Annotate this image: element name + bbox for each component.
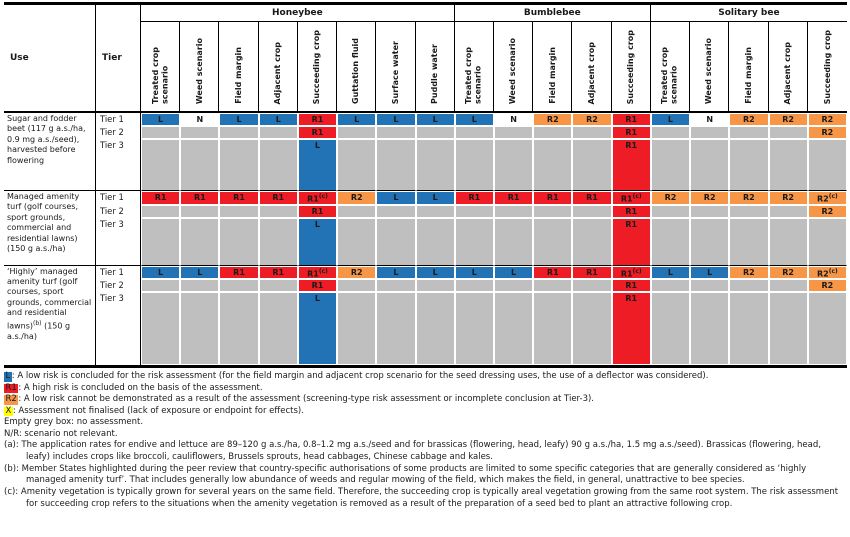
risk-cell: R2 — [769, 113, 808, 126]
risk-cell — [180, 218, 219, 266]
footnote-label: (b): — [4, 463, 19, 474]
risk-cell — [376, 218, 415, 266]
risk-cell: R1$^{(c)}$ — [612, 266, 651, 280]
risk-cell: L — [651, 113, 690, 126]
risk-cell — [416, 205, 455, 218]
risk-cell — [808, 218, 847, 266]
risk-cell — [180, 126, 219, 139]
tier-cell: Tier 2 — [96, 279, 141, 292]
footnote-text: The application rates for endive and lettuce are 89–120 g a.s./ha, 0.8–1.2 mg a.s./seed and for brassicas (flowering, head, leafy) 90 g a.s./ha, 1.5 mg a.s./seed). Brassicas (flowering, head, leafy) includes crops like broccoli, cauliflowers, Brussels sprouts, head cabbages, Chinese cabbage and kales. — [21, 440, 821, 463]
risk-cell: L — [651, 266, 690, 280]
risk-cell — [259, 139, 298, 191]
risk-cell — [494, 218, 533, 266]
scenario-column-header: Treated crop scenario — [141, 22, 180, 113]
legend-item: R2 : A low risk cannot be demonstrated as a result of the assessment (screening-type risk assessment or incomplete conclusion at Tier-3). — [5, 394, 594, 405]
risk-cell — [455, 292, 494, 365]
risk-cell — [769, 205, 808, 218]
risk-cell: L — [494, 266, 533, 280]
risk-cell: R2 — [572, 113, 611, 126]
tier-cell: Tier 2 — [96, 205, 141, 218]
risk-cell — [651, 205, 690, 218]
risk-cell — [769, 126, 808, 139]
scenario-column-header: Field margin — [729, 22, 768, 113]
risk-cell — [141, 139, 180, 191]
risk-cell — [141, 205, 180, 218]
risk-cell — [494, 279, 533, 292]
scenario-column-header: Weed scenario — [690, 22, 729, 113]
risk-cell — [219, 279, 258, 292]
tier-cell: Tier 2 — [96, 126, 141, 139]
risk-cell: R2 — [808, 126, 847, 139]
legend-color-chip: L — [5, 371, 11, 382]
risk-cell: L — [141, 266, 180, 280]
risk-cell: R1 — [455, 191, 494, 205]
risk-cell — [416, 279, 455, 292]
risk-cell — [690, 205, 729, 218]
risk-cell: N — [494, 113, 533, 126]
footnote-text: Member States highlighted during the peer review that country-specific authorisations of some products are limited to some specific categories that are generally considered as ‘highly managed amenity turf’. That includes generally low abundance of weeds and regular mowing of the field, which makes the field, in general, unattractive to bee species. — [21, 463, 807, 486]
risk-cell: R1$^{(c)}$ — [612, 191, 651, 205]
risk-cell — [219, 205, 258, 218]
risk-cell — [141, 292, 180, 365]
legend-text: A low risk is concluded for the risk assessment (for the field margin and adjacent crop scenario for the seed dressing uses, the use of a deflector was considered). — [17, 371, 709, 382]
risk-cell: R2 — [533, 113, 572, 126]
risk-cell — [455, 126, 494, 139]
risk-cell — [376, 279, 415, 292]
risk-cell: L — [298, 218, 337, 266]
risk-cell: R2 — [808, 113, 847, 126]
risk-cell: R1 — [612, 292, 651, 365]
risk-cell — [219, 292, 258, 365]
risk-cell: R1 — [572, 266, 611, 280]
scenario-column-header: Surface water — [376, 22, 415, 113]
risk-cell — [690, 292, 729, 365]
risk-cell: R1 — [298, 279, 337, 292]
risk-cell — [533, 205, 572, 218]
use-row-group — [4, 113, 847, 191]
footnote — [4, 487, 847, 510]
risk-cell: L — [298, 292, 337, 365]
risk-cell: R1 — [141, 191, 180, 205]
risk-cell: R2 — [651, 191, 690, 205]
bee-group-header: Honeybee — [141, 5, 455, 22]
risk-cell: L — [219, 113, 258, 126]
risk-cell: N — [690, 113, 729, 126]
risk-cell — [494, 139, 533, 191]
risk-cell: R1 — [298, 113, 337, 126]
risk-cell — [141, 126, 180, 139]
footnote — [4, 464, 847, 487]
tier-cell: Tier 3 — [96, 292, 141, 365]
footnote — [4, 440, 847, 463]
risk-cell: L — [416, 266, 455, 280]
risk-cell: R1 — [612, 218, 651, 266]
risk-cell — [729, 292, 768, 365]
risk-cell — [494, 292, 533, 365]
risk-cell — [690, 279, 729, 292]
risk-cell — [729, 205, 768, 218]
risk-cell: L — [376, 266, 415, 280]
risk-cell: R2 — [729, 266, 768, 280]
scenario-column-header: Adjacent crop — [769, 22, 808, 113]
risk-cell: R1 — [572, 191, 611, 205]
risk-cell — [455, 279, 494, 292]
legend-text: A high risk is concluded on the basis of the assessment. — [23, 382, 263, 393]
risk-cell — [572, 205, 611, 218]
risk-cell: R1 — [219, 266, 258, 280]
risk-cell — [376, 205, 415, 218]
risk-cell: R2 — [690, 191, 729, 205]
legend-item: R1 : A high risk is concluded on the basis of the assessment. — [5, 382, 263, 393]
risk-cell — [729, 139, 768, 191]
risk-cell: L — [376, 191, 415, 205]
tier-cell: Tier 1 — [96, 113, 141, 126]
risk-cell — [533, 139, 572, 191]
risk-cell: R1 — [612, 126, 651, 139]
scenario-column-header: Treated crop scenario — [455, 22, 494, 113]
risk-cell — [180, 205, 219, 218]
risk-cell — [572, 292, 611, 365]
risk-cell — [337, 292, 376, 365]
risk-cell — [651, 218, 690, 266]
legend-item: X : Assessment not finalised (lack of exposure or endpoint for effects). — [5, 405, 304, 416]
risk-cell — [455, 218, 494, 266]
risk-cell — [259, 292, 298, 365]
risk-cell — [651, 279, 690, 292]
risk-cell — [533, 126, 572, 139]
legend-item: L : A low risk is concluded for the risk assessment (for the field margin and adjacent crop scenario for the seed dressing uses, the use of a deflector was considered). — [5, 371, 709, 382]
table-header — [4, 5, 847, 113]
risk-cell: R1$^{(c)}$ — [298, 266, 337, 280]
risk-cell: R1 — [612, 139, 651, 191]
risk-cell: L — [416, 191, 455, 205]
risk-cell — [259, 218, 298, 266]
risk-cell — [769, 279, 808, 292]
risk-cell: L — [455, 266, 494, 280]
risk-cell: L — [337, 113, 376, 126]
scenario-column-header: Guttation fluid — [337, 22, 376, 113]
risk-cell: L — [298, 139, 337, 191]
scenario-column-header: Weed scenario — [180, 22, 219, 113]
risk-cell — [690, 139, 729, 191]
tier-cell: Tier 3 — [96, 139, 141, 191]
risk-cell: R2 — [337, 266, 376, 280]
tier-header: Tier — [96, 5, 141, 113]
use-row-group — [4, 266, 847, 366]
risk-cell — [219, 126, 258, 139]
scenario-column-header: Succeeding crop — [298, 22, 337, 113]
footnote-text: Amenity vegetation is typically grown for several years on the same field. Therefore, the succeeding crop is typically areal vegetation growing from the same root system. The risk assessment for succeeding crop refers to the situations when the amenity vegetation is removed as a result of the preparation of a seed bed to plant an attractive following crop. — [20, 487, 839, 509]
risk-cell — [337, 139, 376, 191]
risk-cell — [729, 218, 768, 266]
scenario-column-header: Succeeding crop — [808, 22, 847, 113]
risk-cell: R1 — [533, 191, 572, 205]
legend-color-chip: X — [5, 405, 12, 416]
use-header: Use — [4, 5, 96, 113]
risk-cell: R2 — [769, 191, 808, 205]
risk-cell: L — [141, 113, 180, 126]
scenario-column-header: Adjacent crop — [259, 22, 298, 113]
risk-cell — [769, 139, 808, 191]
risk-cell: L — [259, 113, 298, 126]
legend-text: N/R: scenario not relevant. — [4, 428, 118, 439]
use-cell: Managed amenity turf (golf courses, sport grounds, commercial and residential lawns) (150 g a.s./ha) — [4, 191, 96, 266]
scenario-column-header: Succeeding crop — [612, 22, 651, 113]
risk-cell: R1 — [180, 191, 219, 205]
risk-cell — [416, 218, 455, 266]
scenario-column-header: Adjacent crop — [572, 22, 611, 113]
risk-cell — [259, 126, 298, 139]
footnote-label: (a): — [4, 440, 19, 451]
risk-cell — [416, 126, 455, 139]
legend-color-chip: R2 — [5, 394, 17, 405]
risk-cell — [769, 292, 808, 365]
risk-cell — [180, 279, 219, 292]
risk-cell: R2$^{(c)}$ — [808, 266, 847, 280]
use-cell: ‘Highly’ managed amenity turf (golf courses, sport grounds, commercial and residential lawns)$^{(b)}$ (150 g a.s./ha) — [4, 266, 96, 366]
tier-cell: Tier 1 — [96, 266, 141, 280]
risk-cell: R1 — [298, 126, 337, 139]
risk-cell — [455, 139, 494, 191]
legend-text: Empty grey box: no assessment. — [4, 417, 144, 428]
risk-cell — [651, 292, 690, 365]
scenario-column-header: Field margin — [219, 22, 258, 113]
risk-cell: R2 — [337, 191, 376, 205]
risk-cell: R2 — [808, 279, 847, 292]
legend-item — [4, 429, 847, 441]
risk-cell: R1 — [259, 266, 298, 280]
scenario-column-header: Field margin — [533, 22, 572, 113]
scenario-column-header: Puddle water — [416, 22, 455, 113]
risk-cell — [416, 292, 455, 365]
legend-color-chip: R1 — [5, 382, 17, 393]
use-row-group — [4, 191, 847, 266]
risk-cell — [141, 218, 180, 266]
risk-cell: R1 — [219, 191, 258, 205]
risk-cell: R2 — [808, 205, 847, 218]
risk-cell — [337, 279, 376, 292]
risk-cell: L — [690, 266, 729, 280]
risk-table — [4, 2, 847, 368]
risk-cell — [533, 292, 572, 365]
risk-cell: L — [376, 113, 415, 126]
risk-cell — [376, 292, 415, 365]
risk-cell — [337, 126, 376, 139]
risk-cell: R1 — [612, 279, 651, 292]
risk-cell — [219, 139, 258, 191]
risk-cell: R1 — [298, 205, 337, 218]
risk-cell: R2$^{(c)}$ — [808, 191, 847, 205]
use-cell: Sugar and fodder beet (117 g a.s./ha, 0.9 mg a.s./seed), harvested before flowering — [4, 113, 96, 191]
risk-cell — [180, 292, 219, 365]
risk-cell — [572, 279, 611, 292]
footnote-label: (c): — [4, 487, 19, 498]
risk-cell — [494, 205, 533, 218]
risk-cell — [651, 126, 690, 139]
risk-cell: R1 — [494, 191, 533, 205]
risk-cell: L — [455, 113, 494, 126]
risk-cell — [259, 205, 298, 218]
risk-cell — [494, 126, 533, 139]
risk-cell — [729, 279, 768, 292]
risk-cell: R2 — [769, 266, 808, 280]
risk-cell — [180, 139, 219, 191]
bee-group-header: Solitary bee — [651, 5, 847, 22]
legend-text: A low risk cannot be demonstrated as a result of the assessment (screening-type risk assessment or incomplete conclusion at Tier-3). — [23, 394, 594, 405]
risk-cell: R1$^{(c)}$ — [298, 191, 337, 205]
tier-cell: Tier 3 — [96, 218, 141, 266]
risk-cell — [455, 205, 494, 218]
scenario-column-header: Treated crop scenario — [651, 22, 690, 113]
risk-cell — [572, 218, 611, 266]
risk-cell — [376, 126, 415, 139]
risk-cell — [808, 292, 847, 365]
risk-cell — [376, 139, 415, 191]
risk-cell: R1 — [612, 113, 651, 126]
risk-cell — [572, 126, 611, 139]
risk-cell: L — [416, 113, 455, 126]
risk-cell — [533, 218, 572, 266]
risk-cell — [572, 139, 611, 191]
risk-cell: R1 — [259, 191, 298, 205]
tier-cell: Tier 1 — [96, 191, 141, 205]
risk-cell: R2 — [729, 113, 768, 126]
risk-cell — [259, 279, 298, 292]
risk-cell — [729, 126, 768, 139]
risk-cell — [141, 279, 180, 292]
risk-cell: N — [180, 113, 219, 126]
legend — [4, 371, 847, 440]
footnotes — [4, 440, 847, 510]
risk-cell — [690, 126, 729, 139]
risk-cell — [651, 139, 690, 191]
bee-group-header: Bumblebee — [455, 5, 651, 22]
risk-cell: L — [180, 266, 219, 280]
risk-cell — [533, 279, 572, 292]
legend-item — [4, 417, 847, 429]
legend-text: Assessment not finalised (lack of exposure or endpoint for effects). — [18, 405, 304, 416]
risk-cell — [769, 218, 808, 266]
risk-cell: R2 — [729, 191, 768, 205]
risk-cell — [337, 218, 376, 266]
risk-cell — [337, 205, 376, 218]
risk-cell — [219, 218, 258, 266]
scenario-column-header: Weed scenario — [494, 22, 533, 113]
risk-cell — [808, 139, 847, 191]
risk-cell — [416, 139, 455, 191]
risk-cell — [690, 218, 729, 266]
risk-cell: R1 — [612, 205, 651, 218]
risk-cell: R1 — [533, 266, 572, 280]
